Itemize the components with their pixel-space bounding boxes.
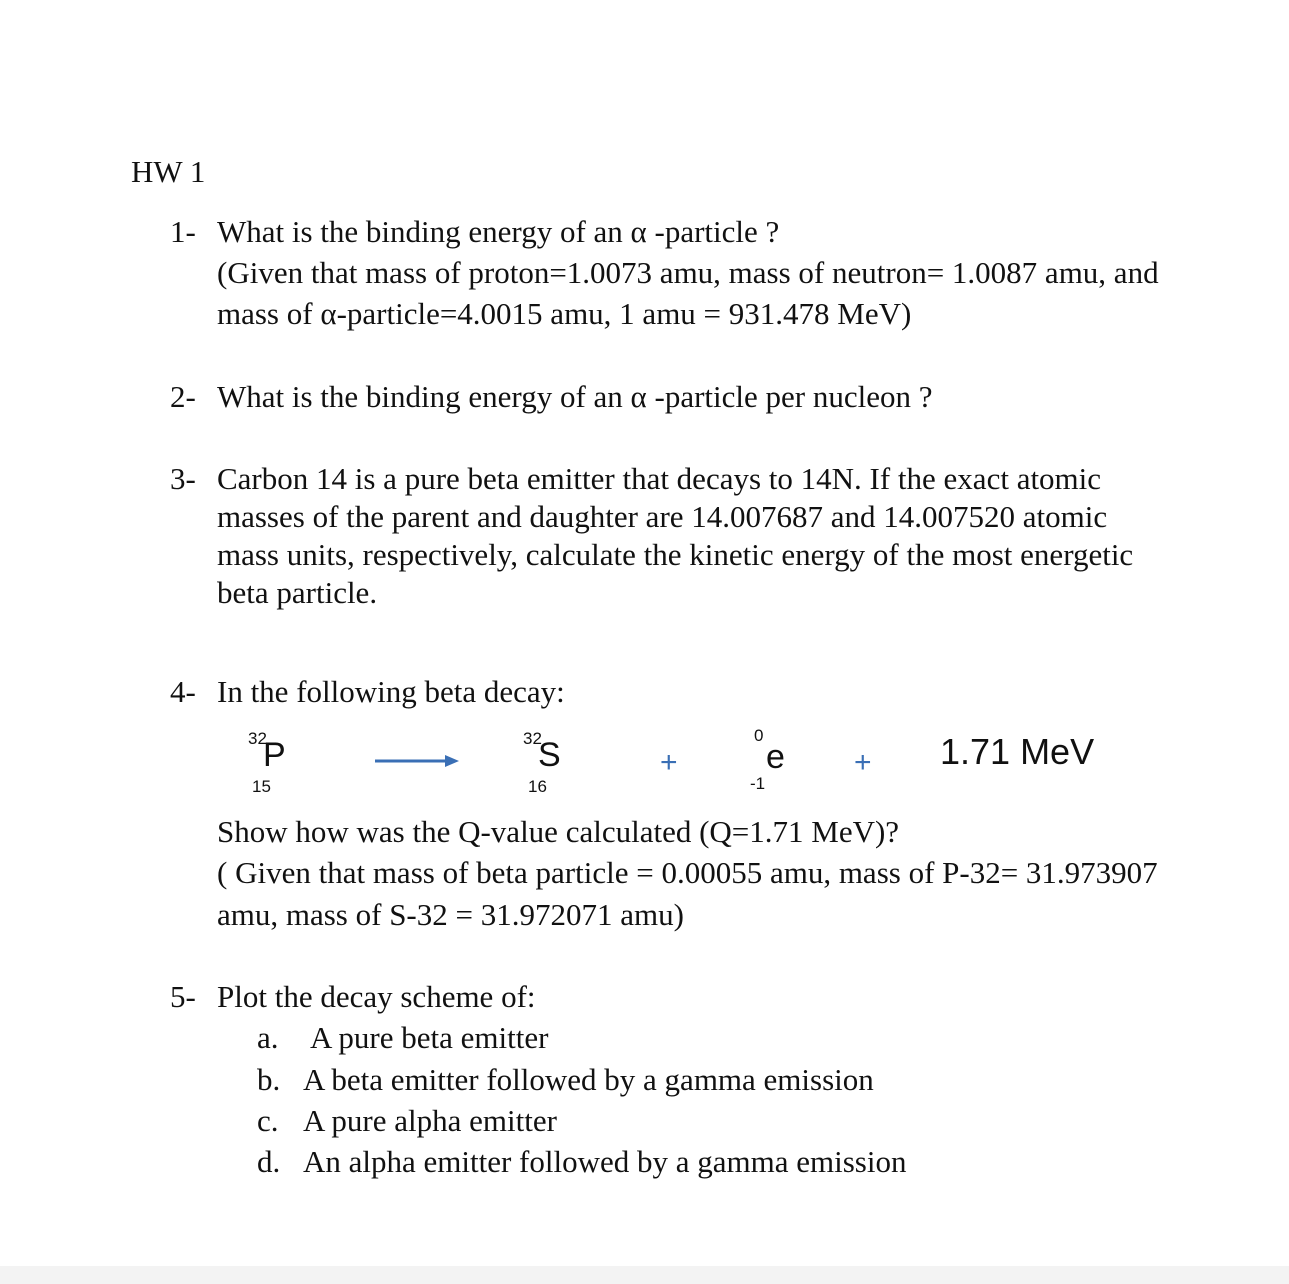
daughter-symbol: S	[538, 736, 561, 774]
question-1-line-2: (Given that mass of proton=1.0073 amu, mass of neutron= 1.0087 amu, and	[217, 255, 1159, 290]
list-item-letter-c: c.	[257, 1103, 279, 1138]
question-5-line-1: Plot the decay scheme of:	[217, 979, 536, 1014]
plus-sign-2: +	[854, 746, 872, 779]
daughter-atomic-number: 16	[528, 777, 547, 796]
question-1-number: 1-	[170, 214, 196, 249]
beta-atomic-number: -1	[750, 774, 766, 793]
question-3-number: 3-	[170, 461, 196, 496]
question-5-number: 5-	[170, 979, 196, 1014]
question-3-line-4: beta particle.	[217, 575, 378, 610]
parent-mass-number: 32	[248, 729, 267, 748]
question-4-line-2: Show how was the Q-value calculated (Q=1.71 MeV)?	[217, 814, 900, 849]
released-energy: 1.71 MeV	[940, 731, 1095, 772]
question-4-line-3: ( Given that mass of beta particle = 0.00055 amu, mass of P-32= 31.973907	[217, 855, 1158, 890]
question-4-line-4: amu, mass of S-32 = 31.972071 amu)	[217, 897, 684, 932]
parent-symbol: P	[263, 736, 286, 774]
page-title: HW 1	[131, 154, 206, 189]
bottom-divider	[0, 1266, 1289, 1284]
list-item-text-c: A pure alpha emitter	[303, 1103, 557, 1138]
question-4-number: 4-	[170, 674, 196, 709]
beta-mass-number: 0	[754, 726, 764, 745]
list-item-text-a: A pure beta emitter	[310, 1020, 549, 1055]
list-item-text-b: A beta emitter followed by a gamma emission	[303, 1062, 874, 1097]
list-item-text-d: An alpha emitter followed by a gamma emission	[303, 1144, 907, 1179]
list-item-letter-d: d.	[257, 1144, 281, 1179]
plus-sign-1: +	[660, 746, 678, 779]
list-item-letter-a: a.	[257, 1020, 279, 1055]
daughter-mass-number: 32	[523, 729, 542, 748]
question-1-line-1: What is the binding energy of an α -particle ?	[217, 214, 780, 249]
question-3-line-3: mass units, respectively, calculate the kinetic energy of the most energetic	[217, 537, 1134, 572]
parent-atomic-number: 15	[252, 777, 271, 796]
right-arrow-icon	[375, 752, 461, 770]
question-2-line-1: What is the binding energy of an α -particle per nucleon ?	[217, 379, 933, 414]
beta-symbol: e	[766, 738, 785, 776]
question-3-line-1: Carbon 14 is a pure beta emitter that decays to 14N. If the exact atomic	[217, 461, 1102, 496]
question-1-line-3: mass of α-particle=4.0015 amu, 1 amu = 931.478 MeV)	[217, 296, 912, 331]
question-3-line-2: masses of the parent and daughter are 14.007687 and 14.007520 atomic	[217, 499, 1108, 534]
list-item-letter-b: b.	[257, 1062, 281, 1097]
question-4-line-1: In the following beta decay:	[217, 674, 565, 709]
question-2-number: 2-	[170, 379, 196, 414]
